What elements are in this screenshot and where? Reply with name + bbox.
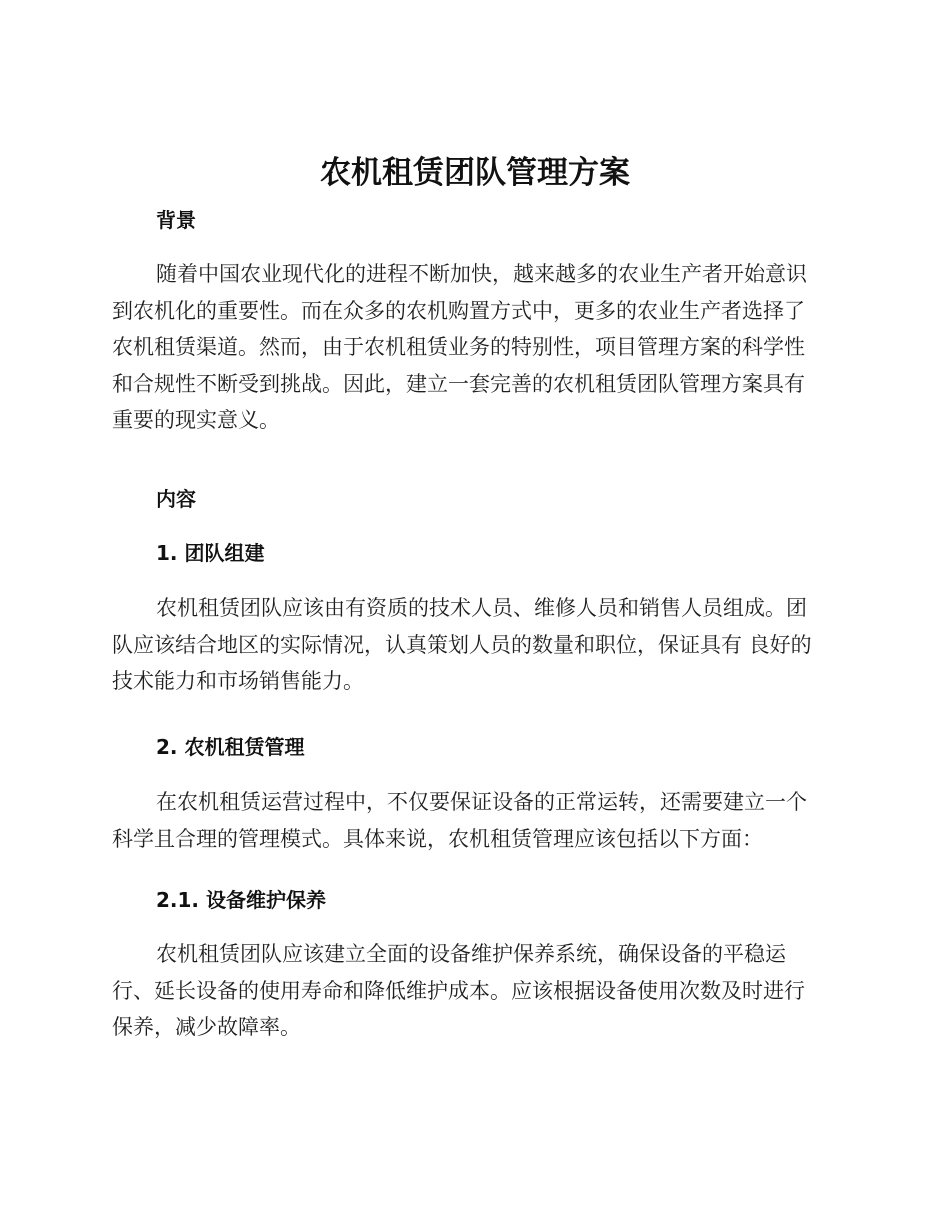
background-paragraph bbox=[112, 256, 842, 439]
rental-management-paragraph bbox=[112, 784, 842, 857]
paragraph-line: 队应该结合地区的实际情况，认真策划人员的数量和职位，保证具有 良好的 bbox=[112, 632, 812, 657]
paragraph-line: 重要的现实意义。 bbox=[112, 408, 280, 432]
paragraph-line: 农机租赁团队应该建立全面的设备维护保养系统，确保设备的平稳运 bbox=[156, 942, 786, 966]
paragraph-line: 随着中国农业现代化的进程不断加快，越来越多的农业生产者开始意识 bbox=[156, 262, 807, 286]
section-heading-content: 内容 bbox=[156, 487, 196, 511]
paragraph-line: 农机租赁团队应该由有资质的技术人员、维修人员和销售人员组成。团 bbox=[156, 596, 807, 620]
document-title: 农机租赁团队管理方案 bbox=[320, 155, 630, 191]
paragraph-line: 技术能力和市场销售能力。 bbox=[112, 669, 364, 693]
paragraph-line: 保养，减少故障率。 bbox=[112, 1015, 301, 1039]
equipment-maintenance-paragraph bbox=[112, 936, 842, 1046]
paragraph-line: 行、延长设备的使用寿命和降低维护成本。应该根据设备使用次数及时进行 bbox=[112, 978, 805, 1003]
paragraph-line: 和合规性不断受到挑战。因此，建立一套完善的农机租赁团队管理方案具有 bbox=[112, 371, 805, 396]
paragraph-line: 科学且合理的管理模式。具体来说，农机租赁管理应该包括以下方面： bbox=[112, 826, 763, 851]
team-building-paragraph bbox=[112, 590, 842, 700]
section-heading-equipment-maintenance: 2.1. 设备维护保养 bbox=[156, 888, 326, 912]
section-heading-rental-management: 2. 农机租赁管理 bbox=[156, 735, 305, 759]
section-heading-team-building: 1. 团队组建 bbox=[156, 541, 265, 565]
section-heading-background: 背景 bbox=[156, 208, 196, 232]
paragraph-line: 到农机化的重要性。而在众多的农机购置方式中，更多的农业生产者选择了 bbox=[112, 298, 805, 323]
paragraph-line: 农机租赁渠道。然而，由于农机租赁业务的特别性，项目管理方案的科学性 bbox=[112, 335, 805, 359]
paragraph-line: 在农机租赁运营过程中，不仅要保证设备的正常运转，还需要建立一个 bbox=[156, 790, 807, 814]
